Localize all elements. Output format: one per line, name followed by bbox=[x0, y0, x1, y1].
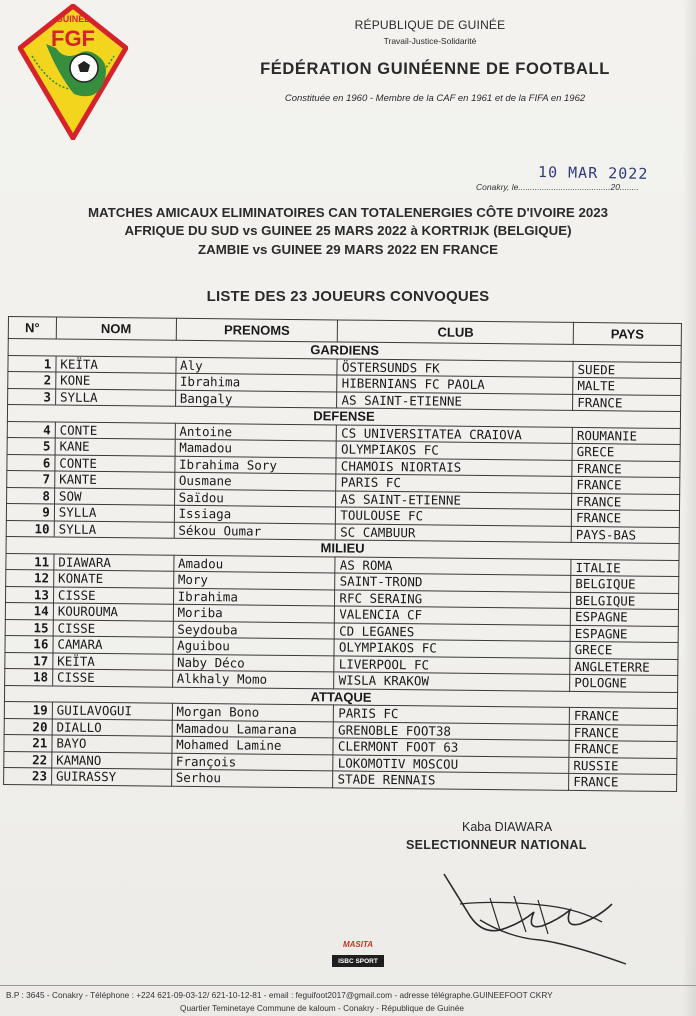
player-last-name: KOUROUMA bbox=[53, 603, 173, 621]
player-first-names: Mohamed Lamine bbox=[172, 736, 334, 754]
player-first-names: François bbox=[171, 753, 333, 771]
player-country: MALTE bbox=[573, 377, 681, 395]
player-first-names: Ibrahima Sory bbox=[174, 456, 336, 474]
signatory-role: SELECTIONNEUR NATIONAL bbox=[406, 838, 587, 852]
player-first-names: Saïdou bbox=[174, 489, 336, 507]
player-last-name: SYLLA bbox=[55, 389, 175, 407]
player-number: 4 bbox=[7, 421, 55, 438]
player-number: 17 bbox=[5, 652, 53, 669]
player-club: PARIS FC bbox=[334, 705, 570, 724]
player-club: CLERMONT FOOT 63 bbox=[333, 738, 569, 757]
player-country: FRANCE bbox=[569, 724, 677, 742]
player-first-names: Antoine bbox=[175, 423, 337, 441]
player-number: 13 bbox=[5, 586, 53, 603]
player-last-name: KONE bbox=[56, 372, 176, 390]
player-country: BELGIQUE bbox=[571, 592, 679, 610]
player-club: AS SAINT-ETIENNE bbox=[336, 490, 572, 509]
player-country: FRANCE bbox=[572, 460, 680, 478]
player-last-name: DIAWARA bbox=[54, 553, 174, 571]
player-number: 2 bbox=[8, 372, 56, 389]
player-number: 21 bbox=[4, 734, 52, 751]
player-last-name: KEÏTA bbox=[56, 356, 176, 374]
player-last-name: GUILAVOGUI bbox=[52, 702, 172, 720]
footer-address-line: Quartier Teminetaye Commune de kaloum - Conakry - République de Guinée bbox=[180, 1003, 464, 1013]
player-first-names: Morgan Bono bbox=[172, 703, 334, 721]
footer-divider bbox=[0, 985, 696, 986]
player-club: VALENCIA CF bbox=[335, 606, 571, 625]
player-country: FRANCE bbox=[571, 509, 679, 527]
player-country: RUSSIE bbox=[569, 757, 677, 775]
player-club: CHAMOIS NIORTAIS bbox=[336, 457, 572, 476]
player-club: PARIS FC bbox=[336, 474, 572, 493]
player-country: FRANCE bbox=[573, 394, 681, 412]
player-last-name: KEÏTA bbox=[53, 652, 173, 670]
player-country: GRECE bbox=[572, 443, 680, 461]
player-number: 12 bbox=[6, 569, 54, 586]
player-first-names: Ibrahima bbox=[175, 373, 337, 391]
player-club: RFC SERAING bbox=[335, 589, 571, 608]
player-first-names: Aly bbox=[176, 357, 338, 375]
player-club: CS UNIVERSITATEA CRAIOVA bbox=[337, 424, 573, 443]
player-number: 9 bbox=[6, 503, 54, 520]
player-first-names: Mamadou bbox=[175, 439, 337, 457]
player-country: BELGIQUE bbox=[571, 575, 679, 593]
logo-top-text: GUINEE bbox=[55, 14, 91, 24]
date-stamp: 10 MAR 2022 bbox=[537, 163, 649, 183]
player-number: 18 bbox=[5, 668, 53, 685]
player-club: ÖSTERSUNDS FK bbox=[337, 358, 573, 377]
player-country: PAYS-BAS bbox=[571, 526, 679, 544]
footer-contact-line: B.P : 3645 - Conakry - Téléphone : +224 621-09-03-12/ 621-10-12-81 - email : feguifoot2017@gmail.com - adresse télégraphe.GUINEEFOOT CKRY bbox=[6, 990, 553, 1000]
player-first-names: Issiaga bbox=[174, 505, 336, 523]
federation-name: FÉDÉRATION GUINÉENNE DE FOOTBALL bbox=[260, 60, 610, 78]
player-club: SAINT-TROND bbox=[335, 573, 571, 592]
player-country: ANGLETERRE bbox=[570, 658, 678, 676]
match-title-line-2: AFRIQUE DU SUD vs GUINEE 25 MARS 2022 à KORTRIJK (BELGIQUE) bbox=[124, 223, 572, 238]
player-list-title: LISTE DES 23 JOUEURS CONVOQUES bbox=[206, 288, 490, 305]
col-header-pays: PAYS bbox=[573, 322, 681, 345]
player-first-names: Serhou bbox=[171, 769, 333, 787]
place-date-line: Conakry, le.......................................20........ bbox=[476, 182, 639, 192]
player-last-name: SYLLA bbox=[54, 504, 174, 522]
player-number: 3 bbox=[8, 388, 56, 405]
player-country: FRANCE bbox=[572, 493, 680, 511]
player-last-name: CISSE bbox=[53, 586, 173, 604]
match-title-line-3: ZAMBIE vs GUINEE 29 MARS 2022 EN FRANCE bbox=[198, 242, 498, 257]
player-number: 1 bbox=[8, 355, 56, 372]
player-club: OLYMPIAKOS FC bbox=[334, 639, 570, 658]
player-country: ITALIE bbox=[571, 559, 679, 577]
sponsor-top-text: MASITA bbox=[342, 940, 374, 949]
player-last-name: SOW bbox=[54, 487, 174, 505]
section-label: GARDIENS bbox=[8, 339, 681, 363]
match-title-line-1: MATCHES AMICAUX ELIMINATOIRES CAN TOTALENERGIES CÔTE D'IVOIRE 2023 bbox=[87, 205, 609, 220]
section-label: DEFENSE bbox=[7, 405, 680, 429]
player-last-name: KANTE bbox=[55, 471, 175, 489]
player-last-name: SYLLA bbox=[54, 520, 174, 538]
player-number: 16 bbox=[5, 635, 53, 652]
section-label: ATTAQUE bbox=[4, 685, 677, 709]
sponsor-box-text: ISBC SPORT bbox=[332, 955, 384, 967]
player-first-names: Ibrahima bbox=[173, 588, 335, 606]
player-number: 15 bbox=[5, 619, 53, 636]
player-country: ESPAGNE bbox=[570, 625, 678, 643]
col-header-nom: NOM bbox=[56, 317, 176, 340]
player-number: 14 bbox=[5, 602, 53, 619]
player-number: 22 bbox=[4, 751, 52, 768]
republic-heading: RÉPUBLIQUE DE GUINÉE bbox=[354, 18, 506, 32]
player-last-name: CISSE bbox=[53, 619, 173, 637]
player-number: 23 bbox=[4, 767, 52, 784]
player-last-name: CONTE bbox=[55, 454, 175, 472]
player-country: ROUMANIE bbox=[572, 427, 680, 445]
player-last-name: DIALLO bbox=[52, 718, 172, 736]
player-first-names: Seydouba bbox=[173, 621, 335, 639]
player-club: CD LEGANES bbox=[335, 622, 571, 641]
player-club: LOKOMOTIV MOSCOU bbox=[333, 754, 569, 773]
player-first-names: Aguibou bbox=[173, 637, 335, 655]
player-last-name: KANE bbox=[55, 438, 175, 456]
player-country: GRECE bbox=[570, 641, 678, 659]
player-number: 19 bbox=[4, 701, 52, 718]
player-last-name: CONTE bbox=[55, 422, 175, 440]
player-last-name: KONATE bbox=[54, 570, 174, 588]
player-club: GRENOBLE FOOT38 bbox=[334, 721, 570, 740]
logo-initials-text: FGF bbox=[51, 26, 95, 51]
page-edge-shadow bbox=[682, 0, 696, 1016]
player-table-body bbox=[4, 339, 682, 792]
player-first-names: Alkhaly Momo bbox=[172, 670, 334, 688]
player-country: FRANCE bbox=[572, 476, 680, 494]
player-club: LIVERPOOL FC bbox=[334, 655, 570, 674]
republic-motto: Travail-Justice-Solidarité bbox=[383, 36, 477, 46]
federation-constitution: Constituée en 1960 - Membre de la CAF en 1961 et de la FIFA en 1962 bbox=[284, 93, 586, 104]
handwritten-signature-icon bbox=[430, 860, 630, 970]
player-first-names: Mamadou Lamarana bbox=[172, 720, 334, 738]
player-country: ESPAGNE bbox=[570, 608, 678, 626]
player-number: 5 bbox=[7, 437, 55, 454]
signatory-name: Kaba DIAWARA bbox=[462, 820, 553, 834]
player-country: POLOGNE bbox=[570, 674, 678, 692]
player-club: OLYMPIAKOS FC bbox=[336, 441, 572, 460]
player-first-names: Moriba bbox=[173, 604, 335, 622]
fgf-logo-icon bbox=[18, 4, 128, 140]
player-number: 8 bbox=[7, 487, 55, 504]
player-number: 11 bbox=[6, 553, 54, 570]
player-last-name: BAYO bbox=[52, 735, 172, 753]
player-first-names: Ousmane bbox=[174, 472, 336, 490]
player-first-names: Sékou Oumar bbox=[174, 522, 336, 540]
player-club: TOULOUSE FC bbox=[336, 507, 572, 526]
player-country: SUEDE bbox=[573, 361, 681, 379]
player-number: 20 bbox=[4, 718, 52, 735]
player-number: 10 bbox=[6, 520, 54, 537]
player-first-names: Bangaly bbox=[175, 390, 337, 408]
player-table bbox=[3, 316, 682, 792]
player-last-name: CAMARA bbox=[53, 636, 173, 654]
sponsor-logo bbox=[332, 940, 384, 967]
player-club: AS SAINT-ETIENNE bbox=[337, 391, 573, 410]
player-first-names: Mory bbox=[173, 571, 335, 589]
player-number: 7 bbox=[7, 470, 55, 487]
player-club: STADE RENNAIS bbox=[333, 771, 569, 790]
player-club: AS ROMA bbox=[335, 556, 571, 575]
player-club: WISLA KRAKOW bbox=[334, 672, 570, 691]
player-country: FRANCE bbox=[569, 707, 677, 725]
section-label: MILIEU bbox=[6, 536, 679, 560]
col-header-club: CLUB bbox=[338, 320, 574, 344]
col-header-num: N° bbox=[8, 317, 56, 339]
player-last-name: GUIRASSY bbox=[51, 768, 171, 786]
player-country: FRANCE bbox=[569, 773, 677, 791]
player-number: 6 bbox=[7, 454, 55, 471]
player-club: SC CAMBUUR bbox=[336, 523, 572, 542]
player-last-name: CISSE bbox=[52, 669, 172, 687]
player-club: HIBERNIANS FC PAOLA bbox=[337, 375, 573, 394]
player-country: FRANCE bbox=[569, 740, 677, 758]
player-first-names: Naby Déco bbox=[172, 654, 334, 672]
col-header-prenoms: PRENOMS bbox=[176, 318, 338, 342]
player-last-name: KAMANO bbox=[52, 751, 172, 769]
player-first-names: Amadou bbox=[173, 555, 335, 573]
